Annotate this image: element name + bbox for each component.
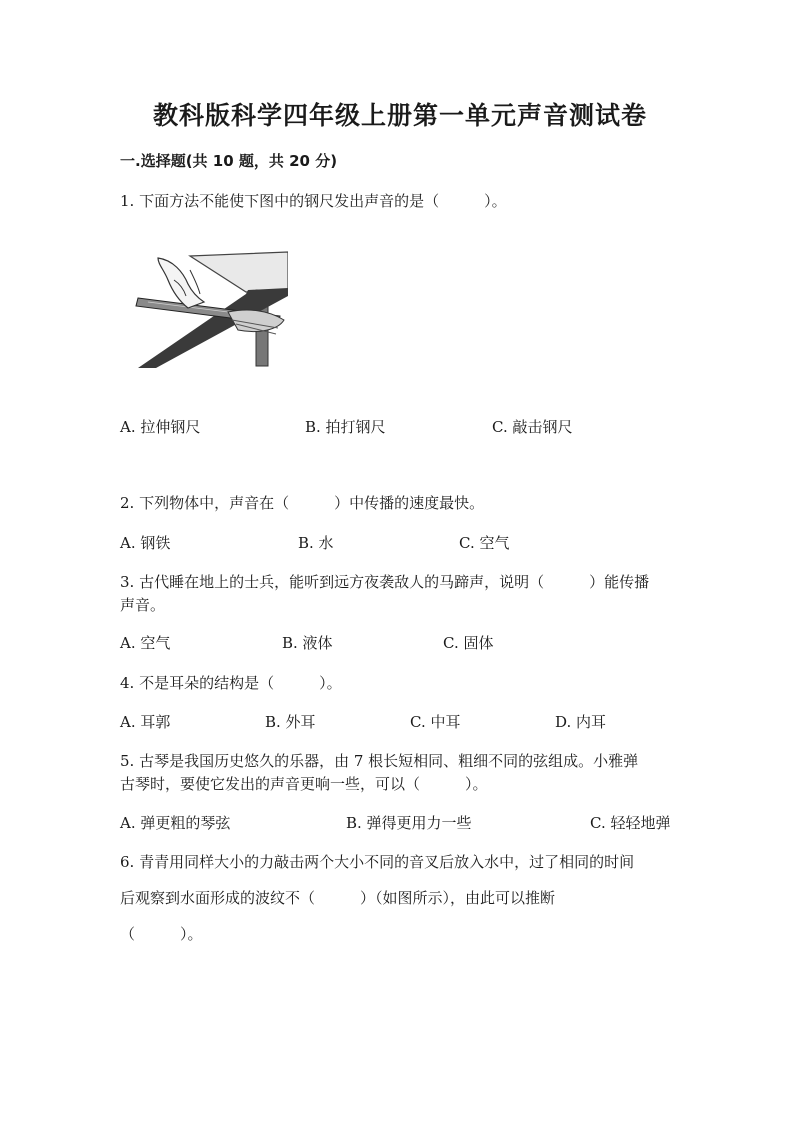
q2-option-c: C. 空气	[459, 534, 510, 552]
exam-title: 教科版科学四年级上册第一单元声音测试卷	[152, 101, 647, 130]
q3-option-b: B. 液体	[282, 634, 333, 652]
section-heading: 一.选择题(共 10 题，共 20 分)	[120, 152, 338, 170]
question-6-line-2: 后观察到水面形成的波纹不（ ）（如图所示），由此可以推断	[120, 889, 556, 907]
q4-option-b: B. 外耳	[265, 713, 316, 731]
q4-option-c: C. 中耳	[410, 713, 461, 731]
question-4-text: 4. 不是耳朵的结构是（ ）。	[120, 674, 342, 692]
q3-option-a: A. 空气	[120, 634, 171, 652]
q2-option-a: A. 钢铁	[120, 534, 171, 552]
q1-option-c: C. 敲击钢尺	[492, 418, 573, 436]
question-5-line-1: 5. 古琴是我国历史悠久的乐器，由 7 根长短相同、粗细不同的弦组成。小雅弹	[120, 752, 639, 770]
q1-option-b: B. 拍打钢尺	[305, 418, 386, 436]
question-3-line-1: 3. 古代睡在地上的士兵，能听到远方夜袭敌人的马蹄声，说明（ ）能传播	[120, 573, 650, 591]
question-3-line-2: 声音。	[120, 596, 166, 614]
q1-option-a: A. 拉伸钢尺	[120, 418, 201, 436]
q2-option-b: B. 水	[298, 534, 334, 552]
q5-option-b: B. 弹得更用力一些	[346, 814, 472, 832]
q5-option-c: C. 轻轻地弹	[590, 814, 671, 832]
question-6-line-1: 6. 青青用同样大小的力敲击两个大小不同的音叉后放入水中，过了相同的时间	[120, 853, 635, 871]
ruler-on-table-figure	[128, 250, 288, 370]
q4-option-d: D. 内耳	[555, 713, 607, 731]
question-2-text: 2. 下列物体中，声音在（ ）中传播的速度最快。	[120, 494, 485, 512]
q3-option-c: C. 固体	[443, 634, 494, 652]
question-1-text: 1. 下面方法不能使下图中的钢尺发出声音的是（ ）。	[120, 192, 507, 210]
question-6-line-3: （ ）。	[120, 925, 203, 943]
q5-option-a: A. 弹更粗的琴弦	[120, 814, 231, 832]
q4-option-a: A. 耳郭	[120, 713, 171, 731]
question-5-line-2: 古琴时，要使它发出的声音更响一些，可以（ ）。	[120, 775, 488, 793]
